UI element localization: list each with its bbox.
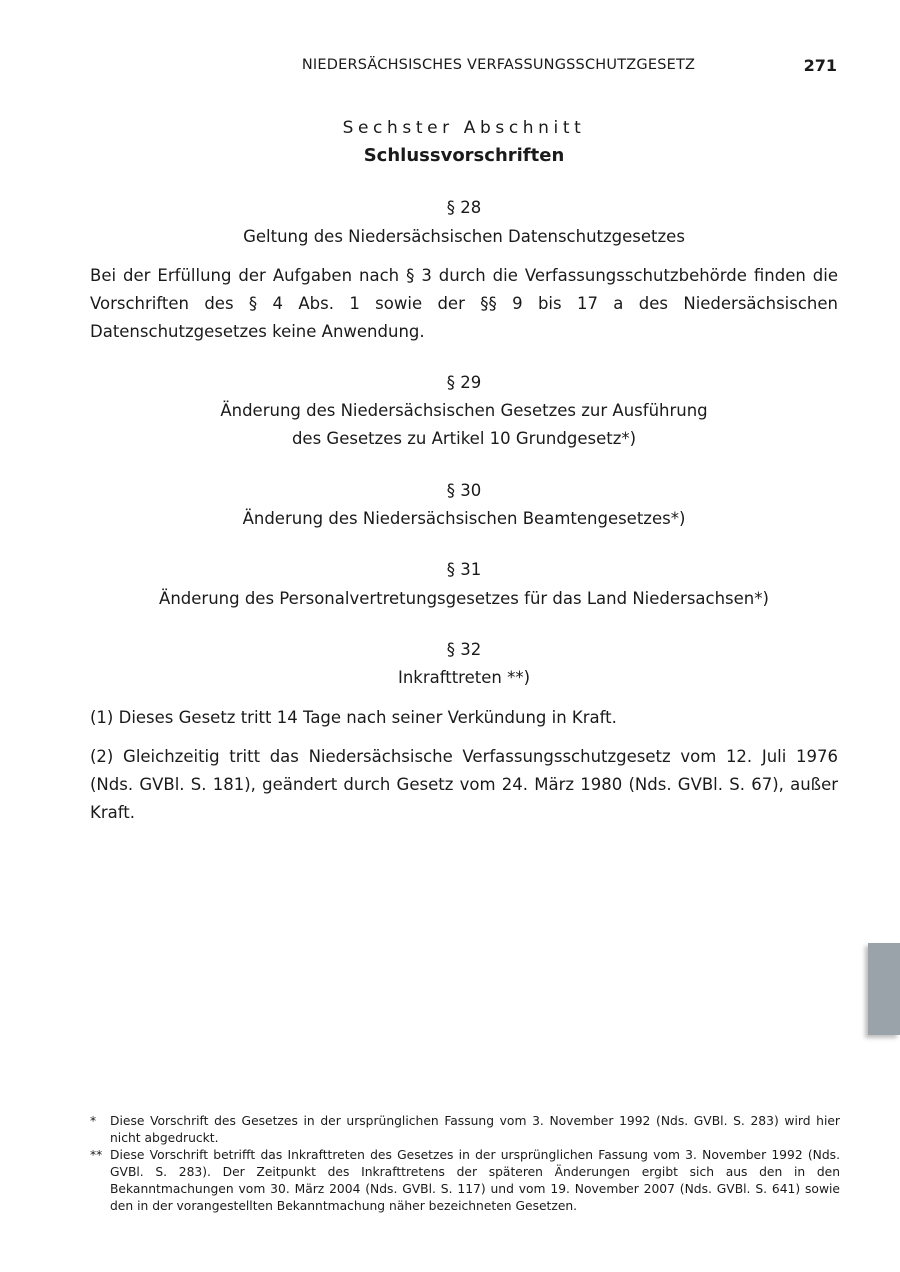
paragraph-28-title: Geltung des Niedersächsischen Datenschutzgesetzes	[243, 227, 685, 246]
paragraph-29-title-line-1: Änderung des Niedersächsischen Gesetzes zur Ausführung	[220, 401, 708, 420]
paragraph-31-title: Änderung des Personalvertretungsgesetzes für das Land Niedersachsen*)	[159, 589, 769, 608]
paragraph-28-body: Bei der Erfüllung der Aufgaben nach § 3 durch die Verfassungsschutzbehörde finden die Vorschriften des § 4 Abs. 1 sowie der §§ 9 bis 17 a des Niedersächsischen Datenschutzgesetzes keine Anwendung.	[90, 266, 838, 341]
footnotes	[90, 1113, 840, 1215]
running-title: NIEDERSÄCHSISCHES VERFASSUNGSSCHUTZGESETZ	[301, 57, 696, 73]
section-kicker: Sechster Abschnitt	[342, 118, 586, 138]
thumb-index-tab	[868, 943, 900, 1035]
footnote-marker: *	[90, 1114, 97, 1128]
section-title: Schlussvorschriften	[363, 145, 565, 166]
footnote	[90, 1147, 840, 1215]
footnote-marker: **	[90, 1148, 103, 1162]
paragraph-30-title: Änderung des Niedersächsischen Beamtengesetzes*)	[242, 509, 686, 528]
paragraph-29-number: § 29	[446, 373, 482, 392]
paragraph-32-clause-2: (2) Gleichzeitig tritt das Niedersächsische Verfassungsschutzgesetz vom 12. Juli 1976 (Nds. GVBl. S. 181), geändert durch Gesetz vom 24. März 1980 (Nds. GVBl. S. 67), außer Kraft.	[90, 747, 838, 822]
paragraph-32-number: § 32	[446, 640, 482, 659]
paragraph-32-clause-1: (1) Dieses Gesetz tritt 14 Tage nach seiner Verkündung in Kraft.	[90, 708, 617, 727]
paragraph-28-number: § 28	[446, 198, 482, 217]
footnote-text: Diese Vorschrift des Gesetzes in der ursprünglichen Fassung vom 3. November 1992 (Nds. GVBl. S. 283) wird hier nicht abgedruckt.	[110, 1114, 840, 1145]
footnote	[90, 1113, 840, 1147]
paragraph-29-title-line-2: des Gesetzes zu Artikel 10 Grundgesetz*)	[291, 429, 637, 448]
paragraph-32-title: Inkrafttreten **)	[397, 668, 531, 687]
paragraph-30-number: § 30	[446, 481, 482, 500]
paragraph-31-number: § 31	[446, 560, 482, 579]
footnote-text: Diese Vorschrift betrifft das Inkrafttreten des Gesetzes in der ursprünglichen Fassung vom 3. November 1992 (Nds. GVBl. S. 283). Der Zeitpunkt des Inkrafttretens der späteren Änderungen ergibt sich aus den in den Bekanntmachungen vom 30. März 2004 (Nds. GVBl. S. 117) und vom 19. November 2007 (Nds. GVBl. S. 641) sowie den in der vorangestellten Bekanntmachung näher bezeichneten Gesetzen.	[110, 1148, 840, 1213]
page-number: 271	[803, 56, 837, 75]
